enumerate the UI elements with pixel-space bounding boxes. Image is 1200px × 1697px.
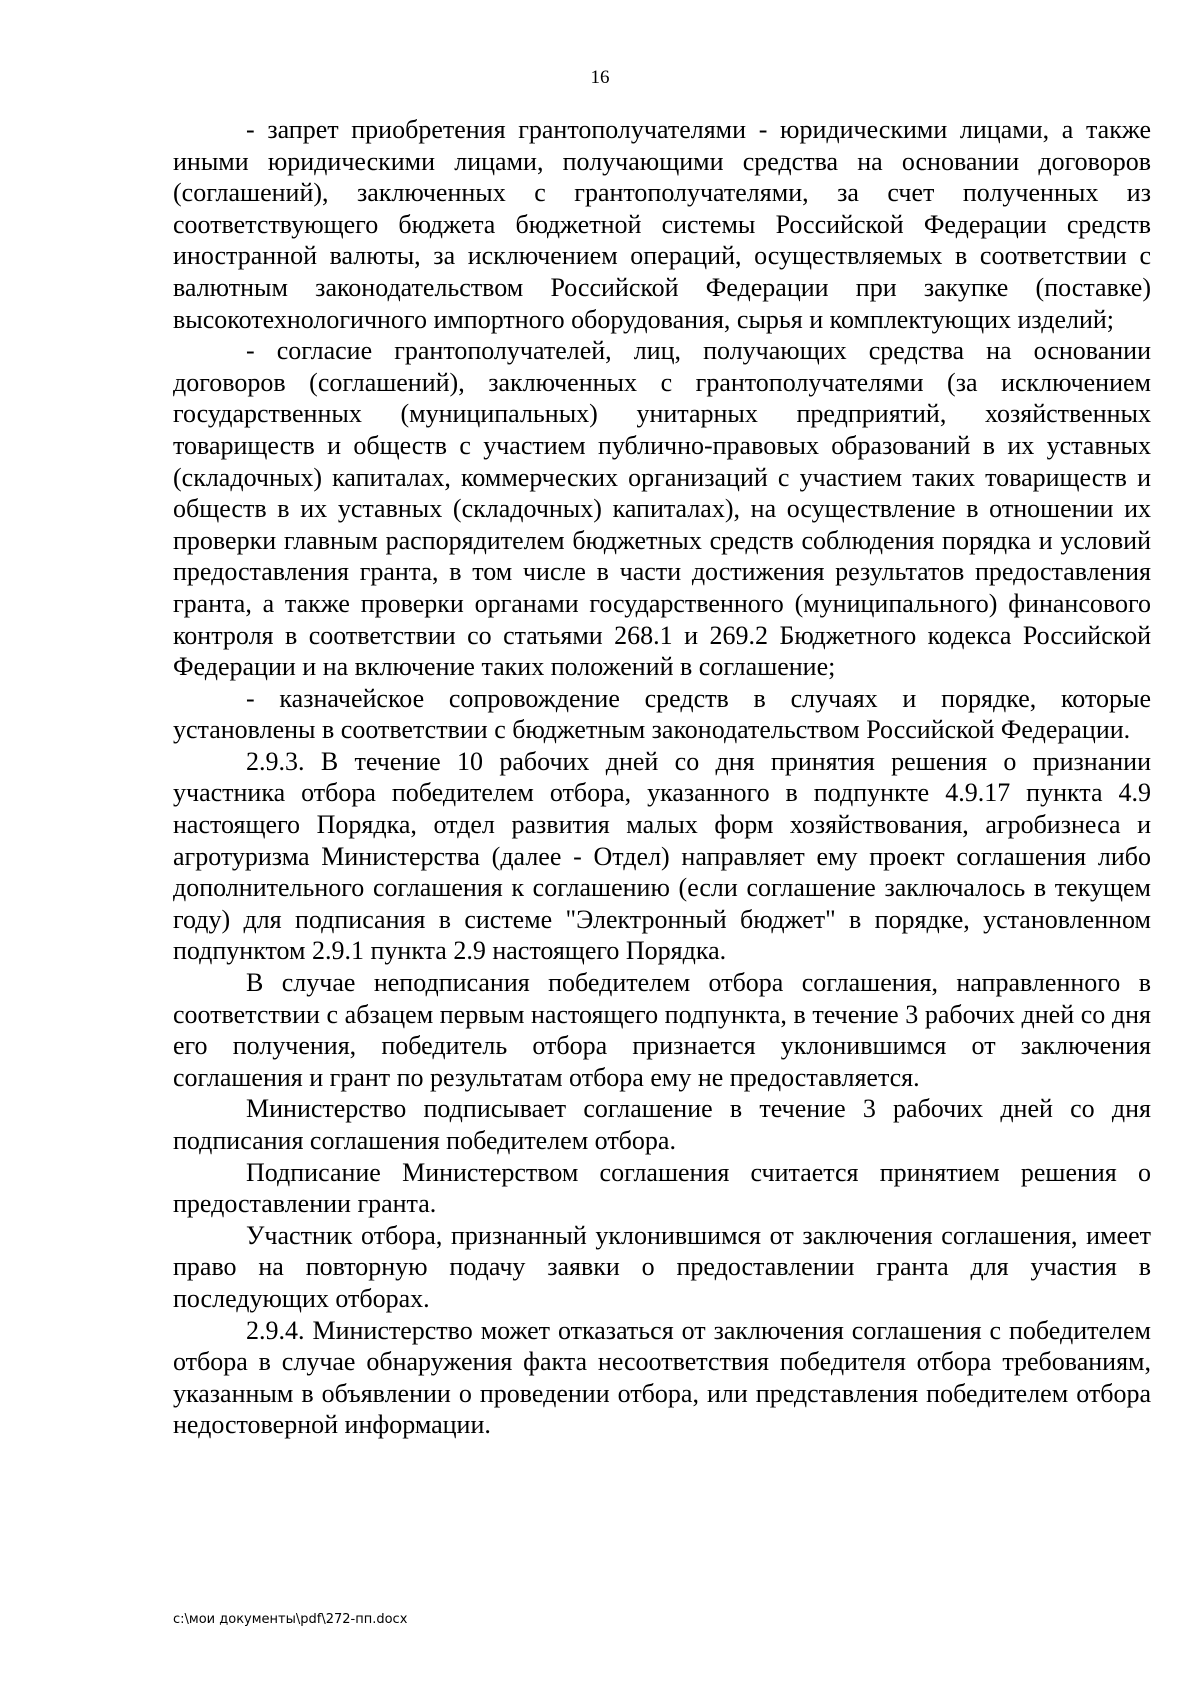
page-number: 16: [590, 67, 610, 88]
document-body: [173, 114, 1151, 1441]
paragraph-2-9-4: 2.9.4. Министерство может отказаться от заключения соглашения с победителем отбора в случае обнаружения факта несоответствия победителя отбора требованиям, указанным в объявлении о проведении отбора, или представления победителем отбора недостоверной информации.: [173, 1315, 1151, 1440]
paragraph-non-signing: В случае неподписания победителем отбора соглашения, направленного в соответствии с абзацем первым настоящего подпункта, в течение 3 рабочих дней со дня его получения, победитель отбора признается уклонившимся от заключения соглашения и грант по результатам отбора ему не предоставляется.: [173, 968, 1151, 1092]
paragraph-treasury-support: - казначейское сопровождение средств в случаях и порядке, которые установлены в соответствии с бюджетным законодательством Российской Федерации.: [173, 683, 1151, 745]
paragraph-consent-inspection: - согласие грантополучателей, лиц, получающих средства на основании договоров (соглашений), заключенных с грантополучателями (за исключением государственных (муниципальных) унитарных предприятий, хозяйственных товариществ и обществ с участием публично-правовых образований в их уставных (складочных) капиталах, коммерческих организаций с участием таких товариществ и обществ в их уставных (складочных) капиталах), на осуществление в отношении их проверки главным распорядителем бюджетных средств соблюдения порядка и условий предоставления гранта, в том числе в части достижения результатов предоставления гранта, а также проверки органами государственного (муниципального) финансового контроля в соответствии со статьями 268.1 и 269.2 Бюджетного кодекса Российской Федерации и на включение таких положений в соглашение;: [173, 336, 1151, 682]
paragraph-currency-ban: - запрет приобретения грантополучателями - юридическими лицами, а также иными юридическими лицами, получающими средства на основании договоров (соглашений), заключенных с грантополучателями, за счет полученных из соответствующего бюджета бюджетной системы Российской Федерации средств иностранной валюты, за исключением операций, осуществляемых в соответствии с валютным законодательством Российской Федерации при закупке (поставке) высокотехнологичного импортного оборудования, сырья и комплектующих изделий;: [173, 115, 1151, 334]
paragraph-signing-decision: Подписание Министерством соглашения считается принятием решения о предоставлении гранта.: [173, 1157, 1151, 1219]
paragraph-ministry-signs: Министерство подписывает соглашение в течение 3 рабочих дней со дня подписания соглашения победителем отбора.: [173, 1094, 1151, 1155]
footer-file-path: c:\мои документы\pdf\272-пп.docx: [173, 1612, 408, 1627]
paragraph-repeat-application: Участник отбора, признанный уклонившимся от заключения соглашения, имеет право на повторную подачу заявки о предоставлении гранта для участия в последующих отборах.: [173, 1220, 1151, 1313]
paragraph-2-9-3: 2.9.3. В течение 10 рабочих дней со дня принятия решения о признании участника отбора победителем отбора, указанного в подпункте 4.9.17 пункта 4.9 настоящего Порядка, отдел развития малых форм хозяйствования, агробизнеса и агротуризма Министерства (далее - Отдел) направляет ему проект соглашения либо дополнительного соглашения к соглашению (если соглашение заключалось в текущем году) для подписания в системе "Электронный бюджет" в порядке, установленном подпунктом 2.9.1 пункта 2.9 настоящего Порядка.: [173, 746, 1151, 966]
